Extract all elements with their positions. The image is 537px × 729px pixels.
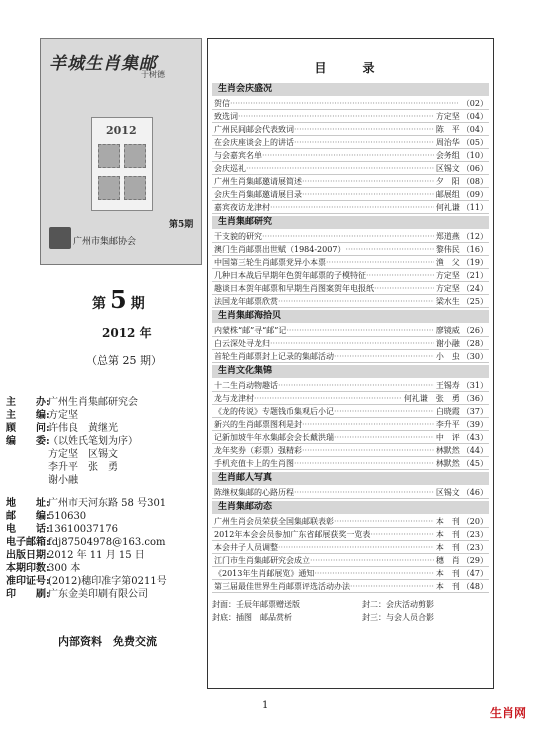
toc-leader-dots [302, 446, 434, 455]
stamp-cell [124, 176, 146, 200]
cover-association: 广州市集邮协会 [73, 237, 137, 247]
contact-row: 本期印数: 300 本 [6, 563, 81, 574]
toc-entry-title: 在会庆座谈会上的讲话 [214, 137, 294, 147]
toc-entry [212, 110, 489, 123]
toc-entry-author: 何礼谦 张 勇 [403, 393, 460, 403]
toc-entry [212, 431, 489, 444]
toc-entry-page: （20） [461, 516, 488, 526]
toc-title: 目 录 [314, 61, 387, 75]
toc-entry-author: 方定坚 [435, 270, 460, 280]
stamp-cell [98, 176, 120, 200]
magazine-cover-image [40, 38, 202, 265]
toc-entry-title: 本会井子人员调整 [214, 542, 278, 552]
toc-entry-page: （19） [461, 257, 488, 267]
toc-entry [212, 515, 489, 528]
watermark-logo: 生肖网 [490, 706, 527, 720]
toc-entry-author: 本 刊 [435, 529, 460, 539]
toc-entry [212, 405, 489, 418]
toc-entry [212, 295, 489, 308]
toc-entry-title: 龙年奖券（彩票）强精彩 [214, 445, 302, 455]
toc-leader-dots [302, 177, 434, 186]
toc-entry-author: 周治华 [435, 137, 460, 147]
toc-leader-dots [302, 190, 434, 199]
toc-entry [212, 379, 489, 392]
toc-entry [212, 324, 489, 337]
toc-entry [212, 337, 489, 350]
toc-leader-dots [366, 271, 434, 280]
toc-entry [212, 567, 489, 580]
stamp-year: 2012 [106, 124, 137, 137]
toc-entry-author: 本 刊 [435, 542, 460, 552]
toc-leader-dots [370, 530, 433, 539]
toc-leader-dots [294, 459, 434, 468]
staff-row: 谢小融 [48, 475, 78, 486]
toc-leader-dots [294, 488, 434, 497]
toc-entry-title: 江门市生肖集邮研究会成立 [214, 555, 310, 565]
toc-entry-author: 何礼谦 [435, 202, 460, 212]
toc-entry-title: 会庆生肖集邮邀请展目录 [214, 189, 302, 199]
toc-entry-title: 十二生肖动物趣话 [214, 380, 278, 390]
toc-section-header: 生肖集邮海拾贝 [212, 310, 489, 323]
issue-digit: 5 [110, 285, 127, 314]
stamp-sheet-image [91, 117, 153, 211]
staff-row: 主 编: 方定坚 [6, 410, 78, 421]
toc-entry [212, 97, 489, 110]
contact-row: 印 刷: 广东金美印刷有限公司 [6, 589, 148, 600]
toc-entry-author: 王锡寿 [435, 380, 460, 390]
toc-entry-page: （23） [461, 542, 488, 552]
toc-section-header: 生肖会庆盛况 [212, 83, 489, 96]
toc-entry [212, 269, 489, 282]
toc-entry-page: （46） [461, 487, 488, 497]
toc-entry-author: 廖镜威 [435, 325, 460, 335]
toc-entry-title: 法国龙年邮票欣赏 [214, 296, 278, 306]
toc-entry [212, 350, 489, 363]
toc-entry-author: 区锡文 [435, 487, 460, 497]
toc-entry-title: 广州生肖集邮邀请展简述 [214, 176, 302, 186]
toc-entry-author: 本 刊 [435, 516, 460, 526]
toc-entry [212, 580, 489, 593]
toc-entry-page: （36） [461, 393, 488, 403]
toc-leader-dots [278, 297, 434, 306]
contact-block [6, 497, 206, 601]
toc-entry-page: （04） [461, 111, 488, 121]
toc-entry-title: 澳门生肖邮票出世赋（1984-2007） [214, 244, 346, 254]
toc-entry [212, 136, 489, 149]
toc-entry-page: （05） [461, 137, 488, 147]
toc-leader-dots [302, 420, 434, 429]
toc-entry-title: 会庆巡礼 [214, 163, 246, 173]
toc-entry-page: （21） [461, 270, 488, 280]
toc-entry-author: 中 评 [435, 432, 460, 442]
toc-leader-dots [374, 284, 434, 293]
toc-entry-page: （47） [461, 568, 488, 578]
toc-entry-page: （31） [461, 380, 488, 390]
toc-leader-dots [246, 164, 434, 173]
toc-leader-dots [294, 138, 434, 147]
toc-entry-page: （25） [461, 296, 488, 306]
toc-entry-page: （43） [461, 432, 488, 442]
toc-entry-title: 手机充值卡上的生肖图 [214, 458, 294, 468]
toc-entry-title: 中国第三轮生肖邮票党异小本票 [214, 257, 326, 267]
stamp-cell [124, 144, 146, 168]
toc-entry [212, 282, 489, 295]
toc-leader-dots [238, 112, 434, 121]
toc-entry-page: （06） [461, 163, 488, 173]
toc-entry-title: 几种日本战后早期年色贺年邮票的子模特征 [214, 270, 366, 280]
toc-leader-dots [270, 339, 434, 348]
toc-entry-author: 白晓霞 [435, 406, 460, 416]
contact-row: 地 址: 广州市天河东路 58 号301 [6, 498, 167, 509]
toc-entry-title: 内蒙株“邮”寻“邮”记 [214, 325, 287, 335]
toc-entry-title: 广州民间邮会代表致词 [214, 124, 294, 134]
toc-leader-dots [310, 556, 434, 565]
toc-entry-page: （11） [461, 202, 488, 212]
toc-leader-dots [278, 381, 434, 390]
toc-entry [212, 554, 489, 567]
toc-entry-title: 第三届最佳世界生肖邮票评选活动办法 [214, 581, 350, 591]
toc-entry-author: 夕 阳 [435, 176, 460, 186]
toc-entry-title: 记新加坡牛年水集邮会会长戴洪瑞 [214, 432, 334, 442]
toc-entry [212, 201, 489, 214]
toc-entry [212, 486, 489, 499]
toc-entry-title: 白云深处寻龙归 [214, 338, 270, 348]
toc-entry-page: （26） [461, 325, 488, 335]
toc-entry-author: 林默然 [435, 458, 460, 468]
contact-row: 电子邮箱: fdj87504978@163.com [6, 537, 166, 548]
toc-leader-dots [262, 151, 434, 160]
left-column [40, 38, 200, 265]
toc-entry-page: （10） [461, 150, 488, 160]
toc-entry-author: 本 刊 [435, 581, 460, 591]
toc-leader-dots [262, 232, 434, 241]
toc-leader-dots [334, 352, 434, 361]
toc-entry-title: 《龙的传说》专题钱币集观后小记 [214, 406, 334, 416]
toc-entry-author: 陈 平 [435, 124, 460, 134]
toc-entry-page: （08） [461, 176, 488, 186]
toc-entry-author: 小 虫 [435, 351, 460, 361]
toc-section-header: 生肖文化集锦 [212, 365, 489, 378]
stamp-cell [98, 144, 120, 168]
toc-entry [212, 541, 489, 554]
toc-leader-dots [314, 569, 433, 578]
toc-entry-page: （30） [461, 351, 488, 361]
toc-entry-page: （37） [461, 406, 488, 416]
toc-entry-title: 2012年本会会员参加广东省邮展获奖一览表 [214, 529, 371, 539]
toc-entry-title: 致选词 [214, 111, 238, 121]
toc-entry-title: 广州生肖会员荣获全国集邮联表彰 [214, 516, 334, 526]
toc-entry-title: 贺信 [214, 98, 230, 108]
toc-entry-page: （02） [461, 98, 488, 108]
toc-entry-title: 趣谈日本贺年邮票和早期生肖图案贺年电报纸 [214, 283, 374, 293]
toc-entry-author: 梁水生 [435, 296, 460, 306]
cover-signature: 于树德 [141, 70, 165, 79]
issue-total: （总第 25 期） [86, 354, 162, 367]
toc-entry-author: 李升平 [435, 419, 460, 429]
cover-captions [212, 598, 489, 624]
table-of-contents [207, 38, 494, 689]
issue-prefix: 第 [92, 296, 106, 312]
toc-entry [212, 149, 489, 162]
toc-entry-title: 嘉宾夜访龙津村 [214, 202, 270, 212]
toc-entry-page: （39） [461, 419, 488, 429]
toc-leader-dots [294, 125, 434, 134]
toc-section-header: 生肖集邮动态 [212, 501, 489, 514]
toc-entry [212, 188, 489, 201]
toc-entry [212, 457, 489, 470]
toc-entry [212, 123, 489, 136]
toc-leader-dots [334, 407, 434, 416]
toc-entry-title: 《2013年生肖邮展览》通知 [214, 568, 315, 578]
toc-leader-dots [334, 433, 434, 442]
cover-title: 羊城生肖集邮 [49, 54, 157, 74]
toc-section-header: 生肖邮人写真 [212, 472, 489, 485]
toc-entry-page: （04） [461, 124, 488, 134]
toc-section-header: 生肖集邮研究 [212, 216, 489, 229]
toc-entry-page: （28） [461, 338, 488, 348]
toc-entry-title: 干支貌的研究 [214, 231, 262, 241]
toc-entry-author: 黎伟民 [435, 244, 460, 254]
toc-entry [212, 162, 489, 175]
toc-leader-dots [230, 99, 458, 108]
toc-leader-dots [278, 543, 434, 552]
toc-entry [212, 444, 489, 457]
toc-entry-page: （45） [461, 458, 488, 468]
toc-entry-author: 穗 肖 [435, 555, 460, 565]
toc-entry [212, 230, 489, 243]
cover-caption-row: 封底：插图 邮品赏析 封三：与会人员合影 [212, 613, 434, 622]
toc-leader-dots [254, 394, 402, 403]
toc-entry-title: 与会嘉宾名单 [214, 150, 262, 160]
toc-entry-page: （12） [461, 231, 488, 241]
toc-entry-title: 新兴的生肖邮票图利是封 [214, 419, 302, 429]
toc-entry-title: 首轮生肖邮票封上记录的集邮活动 [214, 351, 334, 361]
toc-leader-dots [270, 203, 434, 212]
toc-entry [212, 528, 489, 541]
toc-entry [212, 243, 489, 256]
contact-row: 电 话: 13610037176 [6, 524, 118, 535]
toc-leader-dots [286, 326, 433, 335]
toc-entry-title: 陈继权集邮的心路历程 [214, 487, 294, 497]
staff-row: 顾 问: 许伟良 黄继光 [6, 423, 118, 434]
toc-entry-title: 龙与龙津村 [214, 393, 254, 403]
toc-leader-dots [326, 258, 434, 267]
toc-entry-page: （29） [461, 555, 488, 565]
issue-number [92, 285, 145, 314]
toc-entry-author: 方定坚 [435, 111, 460, 121]
cover-caption-row: 封面：壬辰年邮票赠送版 封二：会庆活动剪影 [212, 600, 434, 609]
staff-row: 主 办: 广州生肖集邮研究会 [6, 397, 138, 408]
toc-leader-dots [345, 245, 433, 254]
staff-row: 李升平 张 勇 [48, 462, 118, 473]
toc-entry [212, 256, 489, 269]
toc-entry-author: 渔 父 [435, 257, 460, 267]
toc-entry-author: 会务组 [435, 150, 460, 160]
toc-entry-author: 郑道燕 [435, 231, 460, 241]
toc-leader-dots [334, 517, 434, 526]
toc-entry-page: （24） [461, 283, 488, 293]
masthead [6, 396, 206, 601]
toc-entry-page: （16） [461, 244, 488, 254]
staff-row: 编 委: （以姓氏笔划为序） [6, 436, 138, 447]
toc-entry-author: 区锡文 [435, 163, 460, 173]
contact-row: 准印证号: (2012)穗印准字第0211号 [6, 576, 167, 587]
toc-entry [212, 175, 489, 188]
cover-issue-label: 第5期 [169, 220, 194, 230]
toc-entry-page: （09） [461, 189, 488, 199]
staff-row: 方定坚 区锡文 [48, 449, 118, 460]
toc-entry-page: （48） [461, 581, 488, 591]
issue-suffix: 期 [130, 296, 145, 312]
association-logo-icon [49, 227, 71, 249]
toc-entry-author: 本 刊 [435, 568, 460, 578]
toc-entry-page: （23） [461, 529, 488, 539]
contact-row: 出版日期: 2012 年 11 月 15 日 [6, 550, 145, 561]
toc-entry-author: 林默然 [435, 445, 460, 455]
free-distribution-note: 内部资料 免费交流 [58, 635, 157, 648]
contact-row: 邮 编: 510630 [6, 511, 87, 522]
toc-entry-author: 邮展组 [435, 189, 460, 199]
page-number: 1 [262, 700, 269, 711]
toc-leader-dots [350, 582, 434, 591]
toc-entry-author: 谢小融 [435, 338, 460, 348]
issue-year: 2012 年 [102, 326, 152, 340]
toc-entry-author: 方定坚 [435, 283, 460, 293]
toc-entry [212, 418, 489, 431]
toc-entry-page: （44） [461, 445, 488, 455]
toc-body [208, 83, 493, 593]
toc-entry [212, 392, 489, 405]
staff-block [6, 396, 206, 487]
